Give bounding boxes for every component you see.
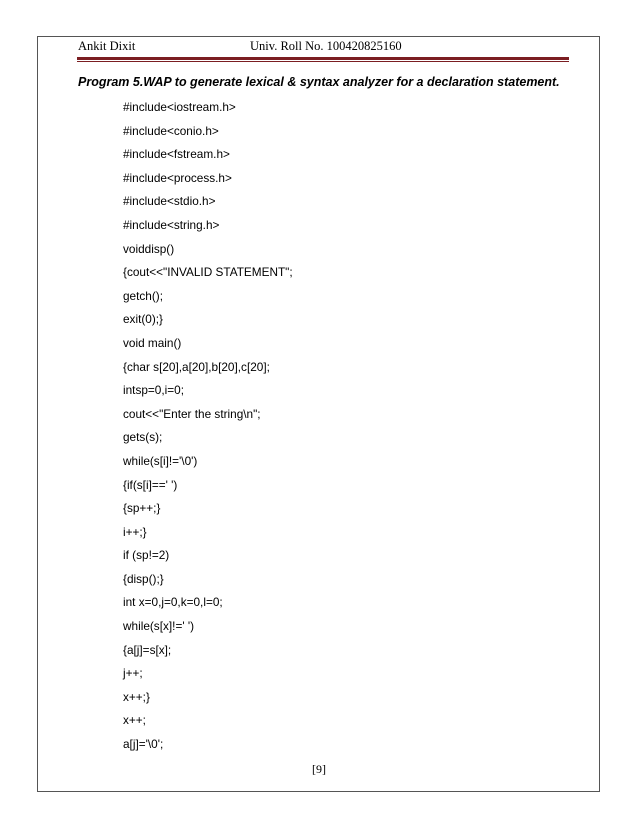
code-line: {char s[20],a[20],b[20],c[20]; [123, 359, 270, 374]
code-line: while(s[i]!='\0') [123, 453, 198, 468]
code-line: {sp++;} [123, 501, 161, 516]
code-line: a[j]='\0'; [123, 737, 164, 752]
code-line: void main() [123, 335, 182, 350]
code-line: #include<string.h> [123, 217, 220, 232]
code-line: #include<conio.h> [123, 123, 219, 138]
code-line: exit(0);} [123, 312, 163, 327]
code-line: int x=0,j=0,k=0,l=0; [123, 595, 223, 610]
page-number: [9] [312, 762, 326, 776]
code-line: while(s[x]!=' ') [123, 619, 195, 634]
code-line: cout<<"Enter the string\n"; [123, 406, 261, 421]
code-line: {disp();} [123, 571, 164, 586]
code-line: gets(s); [123, 430, 163, 445]
code-line: #include<process.h> [123, 170, 232, 185]
code-line: {a[j]=s[x]; [123, 642, 172, 657]
code-line: x++;} [123, 689, 150, 704]
code-line: {if(s[i]==' ') [123, 477, 178, 492]
program-title: Program 5.WAP to generate lexical & syntax analyzer for a declaration statement. [78, 75, 560, 89]
code-line: #include<iostream.h> [123, 100, 236, 114]
code-line: #include<stdio.h> [123, 194, 216, 209]
code-line: intsp=0,i=0; [123, 383, 184, 398]
code-line: getch(); [123, 288, 163, 303]
code-line: {cout<<"INVALID STATEMENT"; [123, 265, 293, 280]
header-rule [77, 57, 569, 60]
author-name: Ankit Dixit [78, 39, 136, 53]
code-line: voiddisp() [123, 241, 175, 256]
code-line: #include<fstream.h> [123, 147, 230, 162]
code-listing [123, 100, 293, 761]
page-border [37, 36, 600, 792]
code-line: x++; [123, 713, 146, 728]
code-line: if (sp!=2) [123, 548, 170, 563]
header-rule-thin [77, 61, 569, 62]
roll-number: Univ. Roll No. 100420825160 [250, 39, 402, 53]
code-line: i++;} [123, 524, 147, 539]
code-line: j++; [123, 666, 143, 681]
